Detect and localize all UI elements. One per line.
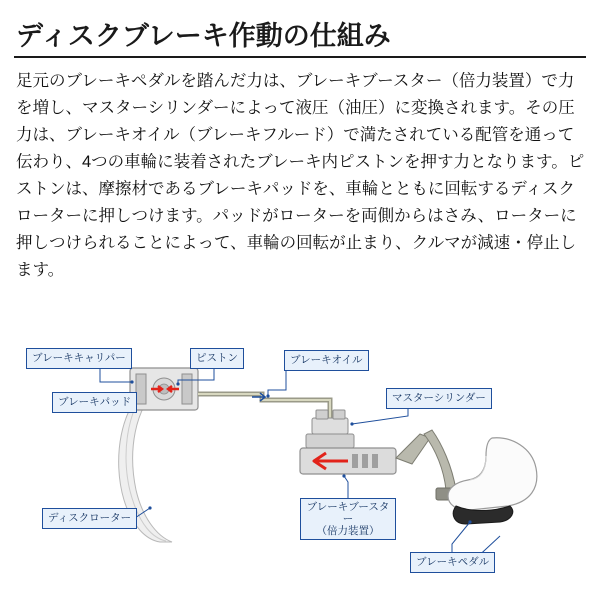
title-divider xyxy=(14,56,586,58)
label-master-cylinder: マスターシリンダー xyxy=(386,388,492,409)
brake-system-diagram xyxy=(0,330,600,600)
caliper-shape xyxy=(130,368,198,410)
label-disc-rotor: ディスクローター xyxy=(42,508,137,529)
label-brake-caliper: ブレーキキャリパー xyxy=(26,348,132,369)
brake-booster-shape xyxy=(300,448,396,474)
brake-line-shape xyxy=(198,393,330,428)
label-brake-booster-line2: （倍力装置） xyxy=(316,525,380,537)
label-piston: ピストン xyxy=(190,348,244,369)
label-brake-booster xyxy=(300,498,396,540)
label-brake-pedal: ブレーキペダル xyxy=(410,552,495,573)
label-brake-booster-line1: ブレーキブースター xyxy=(306,501,390,525)
label-brake-oil: ブレーキオイル xyxy=(284,350,369,371)
body-paragraph: 足元のブレーキペダルを踏んだ力は、ブレーキブースター（倍力装置）で力を増し、マスターシリンダーによって液圧（油圧）に変換されます。その圧力は、ブレーキオイル（ブレーキフルード）で満たされている配管を通って伝わり、4つの車輪に装着されたブレーキ内ピストンを押す力となります。ピストンは、摩擦材であるブレーキパッドを、車輪とともに回転するディスクローターに押しつけます。パッドがローターを両側からはさみ、ローターに押しつけられることによって、車輪の回転が止まり、クルマが減速・停止します。 xyxy=(16,72,585,279)
page-title: ディスクブレーキ作動の仕組み xyxy=(16,21,391,51)
foot-shape xyxy=(448,438,537,524)
label-brake-pad: ブレーキパッド xyxy=(52,392,137,413)
